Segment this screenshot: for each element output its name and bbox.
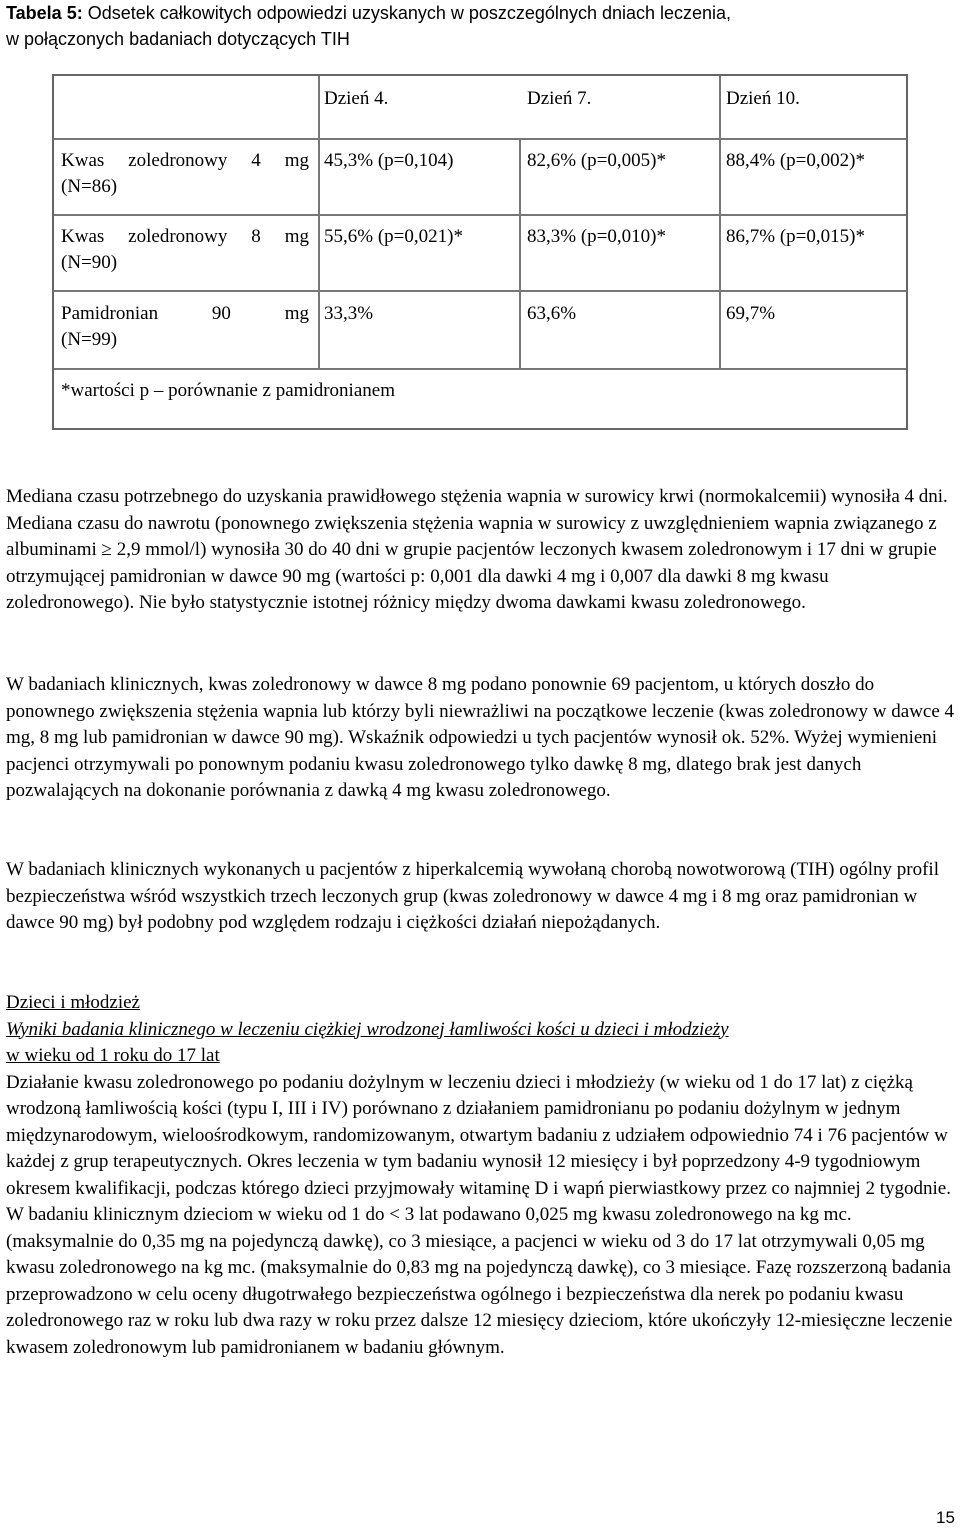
caption-text-line2: w połączonych badaniach dotyczących TIH [6, 29, 350, 49]
table-footnote: *wartości p – porównanie z pamidronianem [61, 380, 395, 401]
results-table [52, 74, 908, 430]
table-divider [318, 76, 320, 368]
table-divider [54, 138, 906, 140]
caption-label: Tabela 5: [6, 3, 83, 23]
table-cell: 45,3% (p=0,104) [324, 150, 454, 171]
paragraph-text: W badaniach klinicznych, kwas zoledronowy w dawce 8 mg podano ponownie 69 pacjentom, u których doszło do ponownego zwiększenia stężenia wapnia lub którzy byli niewrażliwi na początkowe leczenie (kwas zoledronowy w dawce 4 mg, 8 mg lub pamidronian w dawce 90 mg). Wskaźnik odpowiedzi u tych pacjentów wynosił ok. 52%. Wyżej wymienieni pacjenci otrzymywali po ponownym podaniu kwasu zoledronowego tylko dawkę 8 mg, dlatego brak jest danych pozwalających na dokonanie porównania z dawką 4 mg kwasu zoledronowego. [6, 674, 955, 801]
section-subheading-2: w wieku od 1 roku do 17 lat [6, 1045, 220, 1066]
table-cell: 83,3% (p=0,010)* [527, 226, 666, 247]
row-label-zol4 [61, 148, 309, 200]
table-divider [54, 290, 906, 292]
row-label-zol8 [61, 224, 309, 276]
table-divider [719, 76, 721, 368]
section-heading: Dzieci i młodzież [6, 992, 140, 1013]
paragraph-text: Mediana czasu potrzebnego do uzyskania prawidłowego stężenia wapnia w surowicy krwi (normokalcemii) wynosiła 4 dni. Mediana czasu do nawrotu (ponownego zwiększenia stężenia wapnia w surowicy z uwzględnieniem wapnia związanego z albuminami ≥ 2,9 mmol/l) wynosiła 30 do 40 dni w grupie pacjentów leczonych kwasem zoledronowym i 17 dni w grupie otrzymującej pamidronian w dawce 90 mg (wartości p: 0,001 dla dawki 4 mg i 0,007 dla dawki 8 mg kwasu zoledronowego). Nie było statystycznie istotnej różnicy między dwoma dawkami kwasu zoledronowego. [6, 486, 948, 613]
table-divider [54, 368, 906, 370]
row-label-pam90 [61, 301, 309, 353]
table-divider [519, 138, 521, 368]
table-cell: 69,7% [726, 303, 776, 324]
section-subheading: Wyniki badania klinicznego w leczeniu ciężkiej wrodzonej łamliwości kości u dzieci i młodzieży [6, 1018, 729, 1040]
table-cell: 88,4% (p=0,002)* [726, 150, 865, 171]
table-cell: 82,6% (p=0,005)* [527, 150, 666, 171]
row-label-line: (N=99) [61, 329, 118, 350]
table-cell: 33,3% [324, 303, 374, 324]
header-day4: Dzień 4. [324, 88, 389, 109]
paragraph-3 [6, 857, 956, 937]
header-day7: Dzień 7. [527, 88, 592, 109]
row-label-line: Kwas zoledronowy 8 mg [61, 226, 309, 247]
paragraph-text: W badaniach klinicznych wykonanych u pacjentów z hiperkalcemią wywołaną chorobą nowotworową (TIH) ogólny profil bezpieczeństwa wśród wszystkich trzech leczonych grup (kwas zoledronowy w dawce 4 mg i 8 mg oraz pamidronian w dawce 90 mg) był podobny pod względem rodzaju i ciężkości działań niepożądanych. [6, 859, 939, 933]
paragraph-1 [6, 484, 956, 617]
section-children [6, 990, 956, 1361]
table-divider [54, 214, 906, 216]
paragraph-2 [6, 672, 956, 805]
table-cell: 55,6% (p=0,021)* [324, 226, 463, 247]
table-cell: 86,7% (p=0,015)* [726, 226, 865, 247]
caption-text-line1: Odsetek całkowitych odpowiedzi uzyskanych w poszczególnych dniach leczenia, [82, 3, 732, 23]
row-label-line: Kwas zoledronowy 4 mg [61, 150, 309, 171]
header-day10: Dzień 10. [726, 88, 800, 109]
table-cell: 63,6% [527, 303, 577, 324]
row-label-line: Pamidronian 90 mg [61, 303, 309, 324]
row-label-line: (N=90) [61, 252, 118, 273]
row-label-line: (N=86) [61, 176, 118, 197]
page-number: 15 [936, 1508, 955, 1527]
paragraph-text: Działanie kwasu zoledronowego po podaniu dożylnym w leczeniu dzieci i młodzieży (w wieku od 1 do 17 lat) z ciężką wrodzoną łamliwością kości (typu I, III i IV) porównano z działaniem pamidronianu po podaniu dożylnym w jednym międzynarodowym, wieloośrodkowym, randomizowanym, otwartym badaniu z udziałem odpowiednio 74 i 76 pacjentów w każdej z grup terapeutycznych. Okres leczenia w tym badaniu wynosił 12 miesięcy i był poprzedzony 4-9 tygodniowym okresem kwalifikacji, podczas którego dzieci przyjmowały witaminę D i wapń pierwiastkowy przez co najmniej 2 tygodnie. W badaniu klinicznym dzieciom w wieku od 1 do < 3 lat podawano 0,025 mg kwasu zoledronowego na kg mc. (maksymalnie do 0,35 mg na pojedynczą dawkę), co 3 miesiące, a pacjenci w wieku od 3 do 17 lat otrzymywali 0,05 mg kwasu zoledronowego na kg mc. (maksymalnie do 0,83 mg na pojedynczą dawkę), co 3 miesiące. Fazę rozszerzoną badania przeprowadzono w celu oceny długotrwałego bezpieczeństwa ogólnego i bezpieczeństwa dla nerek po podaniu kwasu zoledronowego raz w roku lub dwa razy w roku przez dalsze 12 miesięcy dzieciom, które ukończyły 12-miesięczne leczenie kwasem zoledronowym lub pamidronianem w badaniu głównym. [6, 1071, 953, 1358]
table-caption [6, 0, 936, 52]
